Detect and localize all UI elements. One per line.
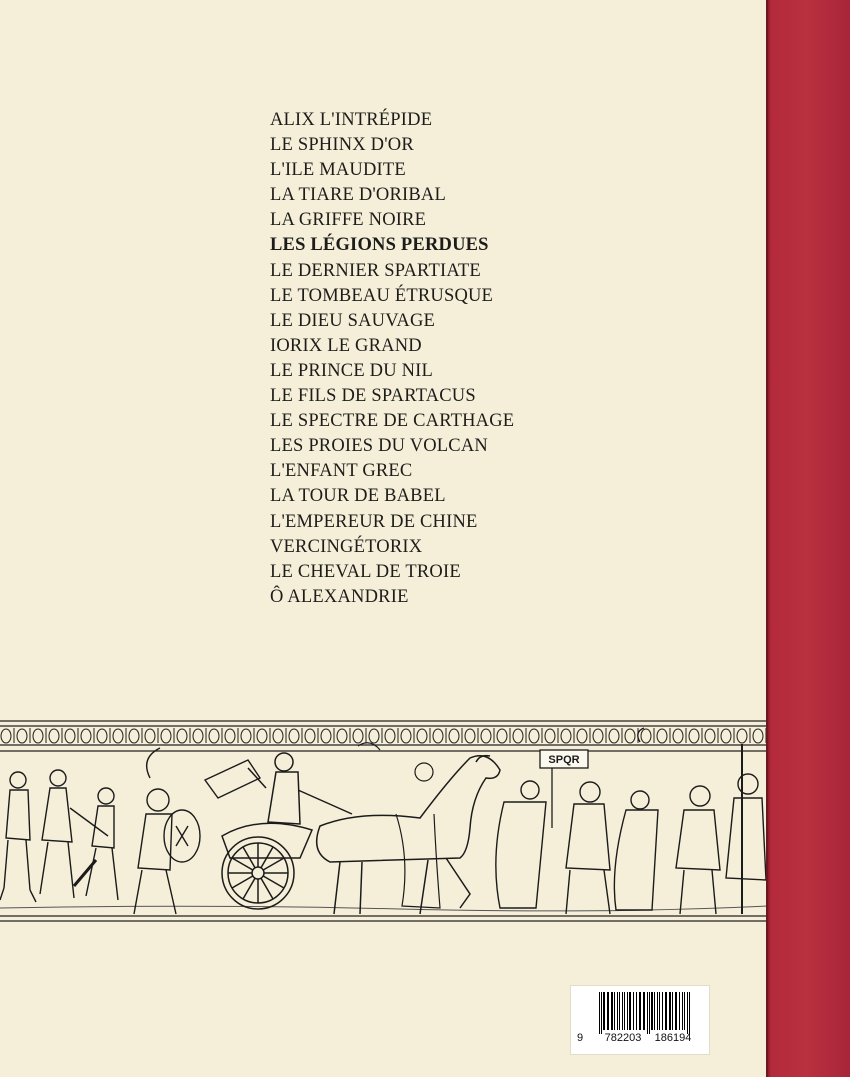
album-title: LA GRIFFE NOIRE — [270, 210, 427, 231]
album-title: LE DIEU SAUVAGE — [270, 310, 436, 331]
chariot — [222, 753, 352, 909]
figure-robed — [358, 743, 440, 908]
ornament-egg — [369, 729, 379, 743]
barcode-bar — [657, 992, 658, 1030]
ornament-egg — [33, 729, 43, 743]
barcode-bar — [675, 992, 677, 1030]
ornament-egg — [241, 729, 251, 743]
album-title: LES PROIES DU VOLCAN — [270, 436, 488, 457]
barcode-bar — [611, 992, 613, 1030]
barcode-bar — [633, 992, 634, 1030]
barcode-group-2: 186194 — [654, 1032, 692, 1044]
ornament-egg — [321, 729, 331, 743]
ornament-egg — [465, 729, 475, 743]
figure-gladiator — [134, 748, 260, 914]
ornament-egg — [545, 729, 555, 743]
barcode-bar — [651, 992, 653, 1030]
figure-group-left — [0, 770, 118, 902]
ornament-egg — [561, 729, 571, 743]
barcode-bar — [687, 992, 688, 1034]
album-title: IORIX LE GRAND — [270, 335, 422, 356]
ornament-egg — [401, 729, 411, 743]
album-title: Ô ALEXANDRIE — [270, 586, 409, 607]
barcode-bar — [669, 992, 671, 1030]
barcode-bar — [682, 992, 683, 1030]
barcode-bar — [679, 992, 680, 1030]
ornament-egg — [289, 729, 299, 743]
ornament-egg — [417, 729, 427, 743]
ornament-egg — [257, 729, 267, 743]
ornament-egg — [97, 729, 107, 743]
album-title: L'EMPEREUR DE CHINE — [270, 511, 478, 532]
barcode-bar — [639, 992, 641, 1030]
ornament-egg — [81, 729, 91, 743]
ornament-egg — [337, 729, 347, 743]
barcode-bar — [599, 992, 600, 1034]
ornament-egg — [657, 729, 667, 743]
barcode-bar — [601, 992, 602, 1034]
barcode-bar — [622, 992, 623, 1030]
ornament-egg — [17, 729, 27, 743]
ornament-egg — [593, 729, 603, 743]
barcode-bar — [659, 992, 660, 1030]
ornament-egg — [113, 729, 123, 743]
album-title: LE DERNIER SPARTIATE — [270, 260, 481, 281]
ornament-egg — [609, 729, 619, 743]
ornament-egg — [689, 729, 699, 743]
barcode-bar — [643, 992, 645, 1030]
album-title: LE TOMBEAU ÉTRUSQUE — [270, 285, 494, 306]
barcode-bar — [619, 992, 620, 1030]
ornament-egg — [305, 729, 315, 743]
ornament-egg — [65, 729, 75, 743]
barcode-bar — [665, 992, 667, 1030]
ornament-egg — [577, 729, 587, 743]
barcode-prefix-digit: 9 — [577, 1032, 584, 1044]
ornament-egg — [49, 729, 59, 743]
ornament-egg — [1, 729, 11, 743]
ornament-egg — [625, 729, 635, 743]
album-title: LA TIARE D'ORIBAL — [270, 185, 446, 206]
barcode-bar — [662, 992, 663, 1030]
ornament-egg — [129, 729, 139, 743]
ornament-egg — [513, 729, 523, 743]
isbn-barcode — [570, 985, 710, 1055]
spqr-sign-text: SPQR — [548, 754, 580, 766]
ornament-egg — [753, 729, 763, 743]
ornament-egg — [497, 729, 507, 743]
ornament-egg — [145, 729, 155, 743]
ornament-egg — [449, 729, 459, 743]
ornament-egg — [273, 729, 283, 743]
ornament-egg — [705, 729, 715, 743]
barcode-bars — [599, 992, 697, 1034]
ornament-egg — [225, 729, 235, 743]
barcode-bar — [607, 992, 609, 1030]
ornament-egg — [737, 729, 747, 743]
album-title: LE SPECTRE DE CARTHAGE — [270, 411, 515, 432]
horse — [317, 756, 500, 914]
barcode-bar — [629, 992, 631, 1030]
album-title: ALIX L'INTRÉPIDE — [270, 110, 433, 130]
album-title: LE CHEVAL DE TROIE — [270, 561, 461, 582]
current-album-title: LES LÉGIONS PERDUES — [270, 235, 489, 256]
barcode-bar — [654, 992, 655, 1030]
barcode-bar — [614, 992, 615, 1030]
barcode-bar — [636, 992, 637, 1030]
ornament-egg — [641, 729, 651, 743]
album-title: LE FILS DE SPARTACUS — [270, 386, 476, 407]
ornament-egg — [433, 729, 443, 743]
album-title: LA TOUR DE BABEL — [270, 486, 446, 507]
ornament-egg — [721, 729, 731, 743]
barcode-bar — [672, 992, 673, 1030]
egg-and-dart-ornament — [1, 728, 766, 743]
barcode-bar — [647, 992, 648, 1034]
barcode-group-1: 782203 — [604, 1032, 642, 1044]
ornament-egg — [177, 729, 187, 743]
barcode-bar — [624, 992, 625, 1030]
barcode-bar — [689, 992, 690, 1034]
series-title-list — [270, 108, 514, 610]
ornament-egg — [385, 729, 395, 743]
album-title: L'ENFANT GREC — [270, 461, 413, 482]
album-title: L'ILE MAUDITE — [270, 160, 406, 181]
album-title: LE PRINCE DU NIL — [270, 360, 434, 381]
roman-procession-frieze — [0, 718, 768, 928]
barcode-bar — [649, 992, 650, 1034]
figure-soldiers-right — [496, 728, 766, 914]
ornament-egg — [161, 729, 171, 743]
ornament-egg — [673, 729, 683, 743]
album-title: VERCINGÉTORIX — [270, 536, 423, 557]
ornament-egg — [529, 729, 539, 743]
ornament-egg — [193, 729, 203, 743]
ornament-egg — [481, 729, 491, 743]
barcode-bar — [603, 992, 605, 1030]
barcode-bar — [627, 992, 628, 1030]
barcode-bar — [617, 992, 618, 1030]
red-spine — [768, 0, 850, 1077]
barcode-bar — [684, 992, 685, 1030]
album-title: LE SPHINX D'OR — [270, 135, 414, 156]
ornament-egg — [209, 729, 219, 743]
ornament-egg — [353, 729, 363, 743]
